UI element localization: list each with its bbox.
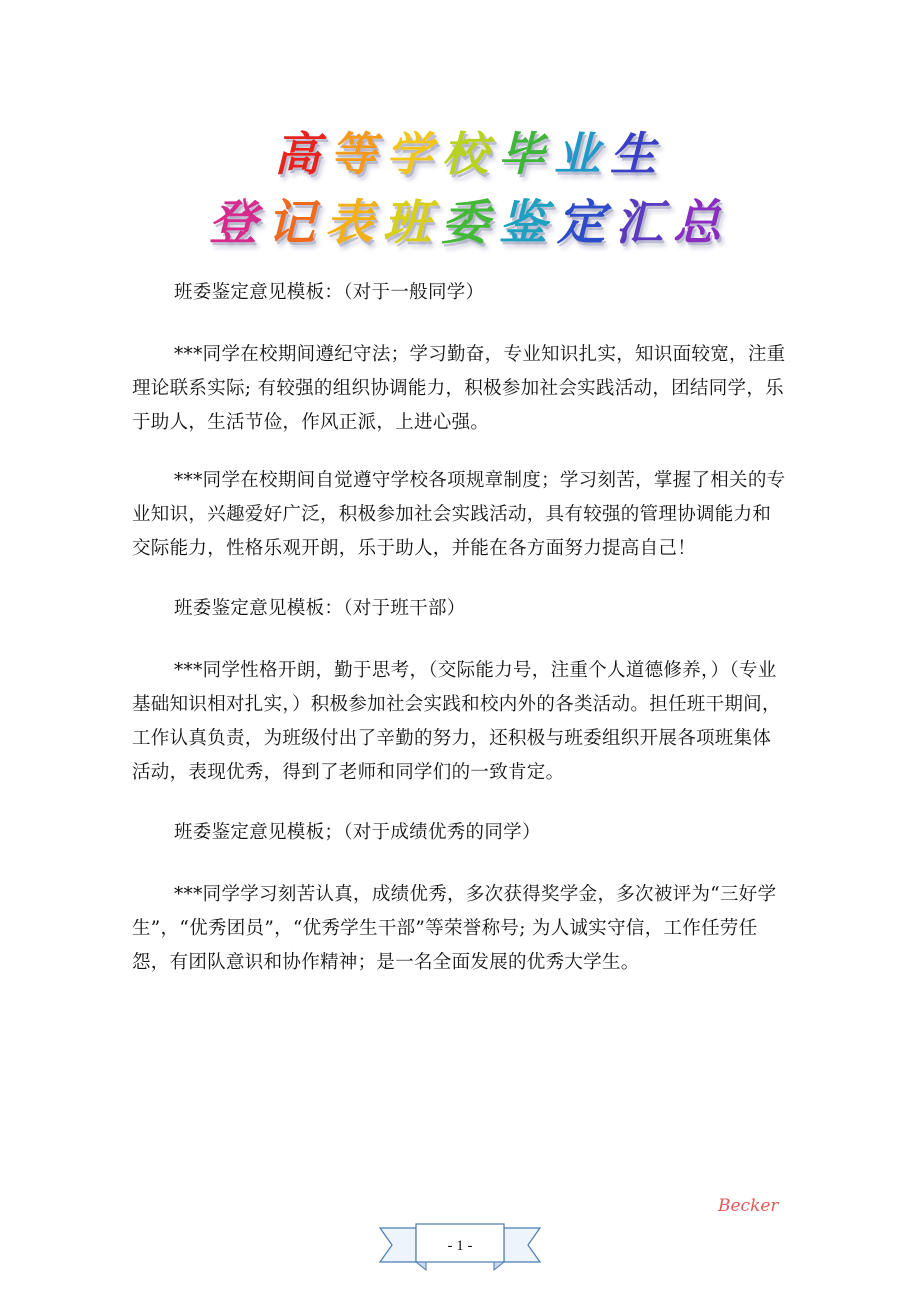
title-char: 等 [330, 127, 386, 181]
title-char: 校 [442, 127, 498, 181]
paragraph-cadre: ***同学性格开朗，勤于思考，（交际能力号，注重个人道德修养，）（专业基础知识相对扎实，）积极参加社会实践和校内外的各类活动。担任班干期间，工作认真负责，为班级付出了辛勤的努力，还积极与班委组织开展各项班集体活动，表现优秀，得到了老师和同学们的一致肯定。 [132, 660, 781, 783]
section-heading-excellent: 班委鉴定意见模板；（对于成绩优秀的同学） [174, 822, 541, 843]
title-char: 班 [382, 195, 441, 251]
title-line-2 [200, 184, 740, 253]
paragraph-general-2: ***同学在校期间自觉遵守学校各项规章制度；学习刻苦，掌握了相关的专业知识，兴趣爱好广泛，积极参加社会实践活动，具有较强的管理协调能力和交际能力，性格乐观开朗，乐于助人，并能在各方面努力提高自己！ [132, 470, 786, 559]
title-char: 登 [208, 195, 267, 251]
title-char: 学 [386, 127, 442, 181]
paragraph-general-1: ***同学在校期间遵纪守法；学习勤奋，专业知识扎实，知识面较宽，注重理论联系实际; 有较强的组织协调能力，积极参加社会实践活动，团结同学，乐于助人，生活节俭，作风正派，上进心强。 [132, 344, 786, 433]
title-char: 高 [274, 127, 330, 181]
title-char: 毕 [498, 127, 554, 181]
title-char: 鉴 [499, 195, 558, 251]
title-char: 委 [440, 195, 499, 251]
title-char: 总 [673, 195, 732, 251]
section-heading-general: 班委鉴定意见模板：（对于一般同学） [174, 282, 485, 303]
section-heading-cadre: 班委鉴定意见模板：（对于班干部） [174, 598, 466, 619]
title-char: 定 [557, 195, 616, 251]
title-char: 表 [324, 195, 383, 251]
paragraph-excellent: ***同学学习刻苦认真，成绩优秀，多次获得奖学金，多次被评为“三好学生”，“优秀团员”，“优秀学生干部”等荣誉称号; 为人诚实守信，工作任劳任怨，有团队意识和协作精神；是一名全面发展的优秀大学生。 [132, 884, 777, 973]
title-char: 汇 [615, 195, 674, 251]
title-char: 业 [554, 127, 610, 181]
wordart-title [200, 118, 740, 268]
page-number: - 1 - [447, 1238, 473, 1254]
title-line-1 [200, 118, 740, 184]
signature: Becker [718, 1196, 779, 1216]
title-char: 记 [266, 195, 325, 251]
title-char: 生 [610, 127, 666, 181]
